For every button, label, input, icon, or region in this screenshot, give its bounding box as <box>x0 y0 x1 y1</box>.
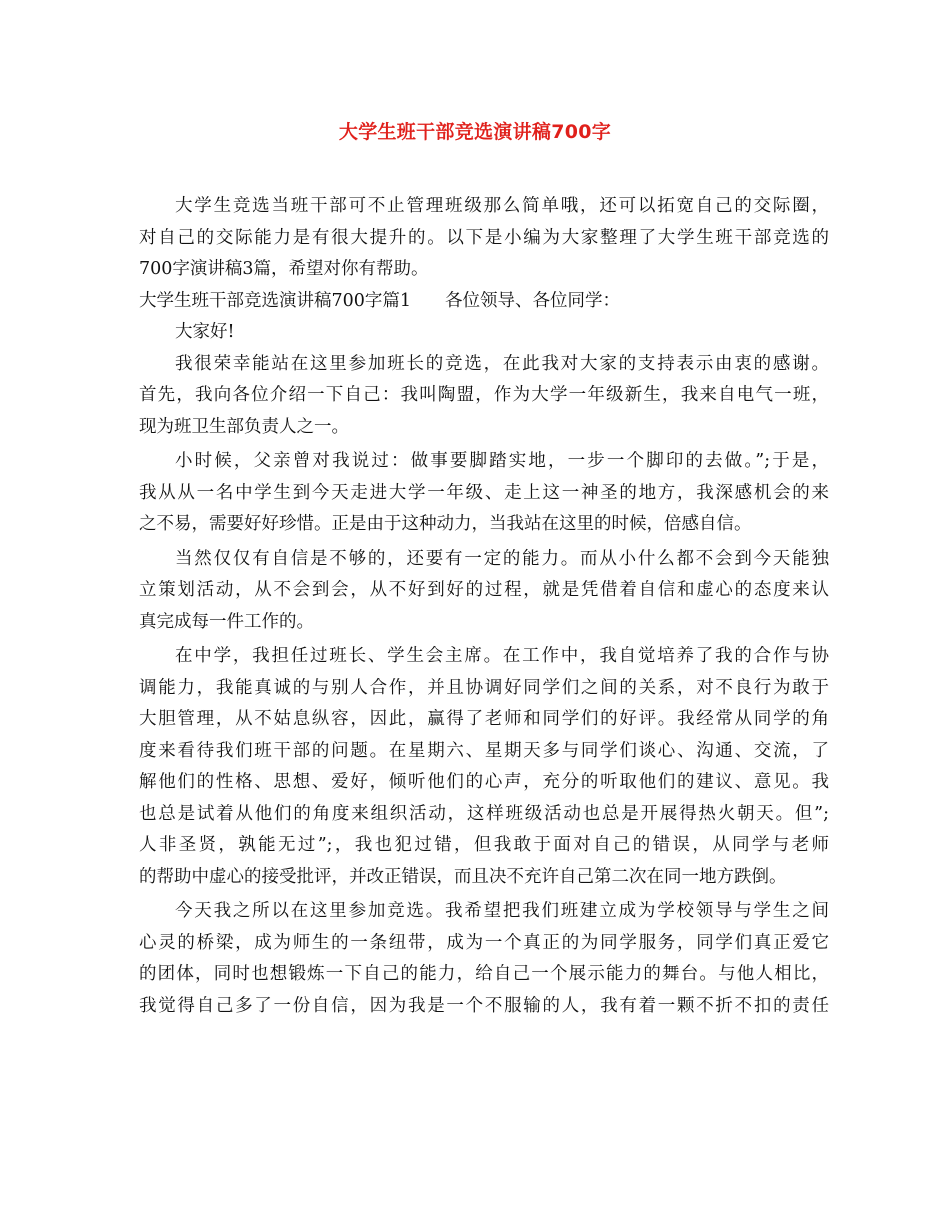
paragraph-line: 调能力，我能真诚的与别人合作，并且协调好同学们之间的关系，对不良行为敢于 <box>139 677 829 698</box>
intro-line: 大学生竞选当班干部可不止管理班级那么简单哦，还可以拓宽自己的交际圈， <box>175 196 829 216</box>
paragraph-line: 真完成每一件工作的。 <box>139 611 314 632</box>
paragraph-line: 小时候，父亲曾对我说过：做事要脚踏实地，一步一个脚印的去做。”;于是， <box>175 451 829 471</box>
paragraph-line: 大胆管理，从不姑息纵容，因此，赢得了老师和同学们的好评。我经常从同学的角 <box>139 709 829 729</box>
intro-line: 700字演讲稿3篇，希望对你有帮助。 <box>139 259 429 279</box>
document-body <box>139 191 829 1022</box>
paragraph-line: 首先，我向各位介绍一下自己：我叫陶盟，作为大学一年级新生，我来自电气一班， <box>139 385 829 405</box>
paragraph-line: 我很荣幸能站在这里参加班长的竞选，在此我对大家的支持表示由衷的感谢。 <box>175 353 829 374</box>
paragraph-line: 在中学，我担任过班长、学生会主席。在工作中，我自觉培养了我的合作与协 <box>175 646 829 666</box>
paragraph-line: 解他们的性格、思想、爱好，倾听他们的心声，充分的听取他们的建议、意见。我 <box>139 772 829 792</box>
section-greeting: 各位领导、各位同学： <box>445 290 621 311</box>
paragraph-line: 度来看待我们班干部的问题。在星期六、星期天多与同学们谈心、沟通、交流，了 <box>139 740 829 761</box>
paragraph-line: 立策划活动，从不会到会，从不好到好的过程，就是凭借着自信和虚心的态度来认 <box>139 580 829 600</box>
salutation: 大家好! <box>175 322 235 342</box>
intro-line: 对自己的交际能力是有很大提升的。以下是小编为大家整理了大学生班干部竞选的 <box>139 227 829 248</box>
paragraph-line: 之不易，需要好好珍惜。正是由于这种动力，当我站在这里的时候，倍感自信。 <box>139 514 752 534</box>
paragraph-line: 当然仅仅有自信是不够的，还要有一定的能力。而从小什么都不会到今天能独 <box>175 548 829 569</box>
document-title: 大学生班干部竞选演讲稿700字 <box>338 121 612 143</box>
section-heading-row <box>139 286 829 318</box>
paragraph-line: 的帮助中虚心的接受批评，并改正错误，而且决不充许自己第二次在同一地方跌倒。 <box>139 866 787 887</box>
paragraph-line: 今天我之所以在这里参加竞选。我希望把我们班建立成为学校领导与学生之间 <box>175 901 829 921</box>
paragraph-line: 我觉得自己多了一份自信，因为我是一个不服输的人，我有着一颗不折不扣的责任 <box>139 995 829 1016</box>
paragraph-line: 心灵的桥梁，成为师生的一条纽带，成为一个真正的为同学服务，同学们真正爱它 <box>139 932 829 953</box>
paragraph-line: 的团体，同时也想锻炼一下自己的能力，给自己一个展示能力的舞台。与他人相比， <box>139 964 829 984</box>
paragraph-line: 人非圣贤，孰能无过”;，我也犯过错，但我敢于面对自己的错误，从同学与老师 <box>139 835 829 855</box>
paragraph-line: 我从从一名中学生到今天走进大学一年级、走上这一神圣的地方，我深感机会的来 <box>139 482 829 503</box>
paragraph-line: 也总是试着从他们的角度来组织活动，这样班级活动也总是开展得热火朝天。但”; <box>139 803 829 824</box>
section-heading: 大学生班干部竞选演讲稿700字篇1 <box>139 290 412 311</box>
paragraph-line: 现为班卫生部负责人之一。 <box>139 416 349 437</box>
